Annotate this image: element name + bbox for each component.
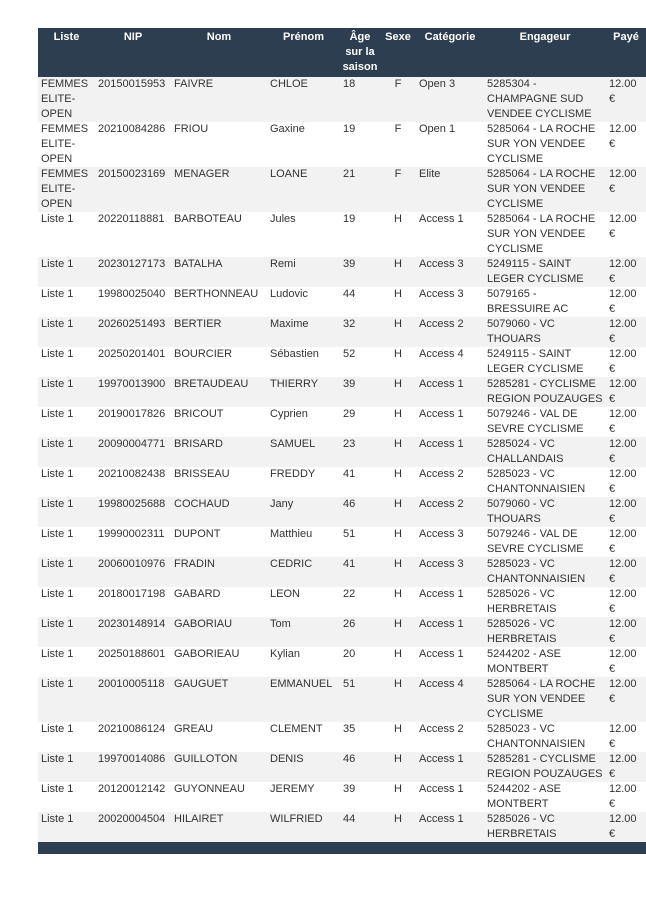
cell-nom: BRICOUT: [174, 408, 224, 420]
cell-sexe: H: [394, 528, 402, 540]
cell-liste: Liste 1: [38, 437, 95, 467]
cell-paye: 12.00 €: [609, 723, 637, 750]
cell-age: 41: [340, 557, 380, 587]
cell-liste: Liste 1: [38, 317, 95, 347]
cell-paye: 12.00 €: [606, 497, 646, 527]
cell-nip: 20190017826: [98, 408, 166, 420]
cell-age: 46: [340, 497, 380, 527]
cell-nip: 20220118881: [98, 213, 165, 225]
cell-age: 22: [343, 588, 356, 600]
cell-age: 51: [340, 677, 380, 722]
cell-prenom: LEON: [270, 588, 300, 600]
cell-nip: 19970013900: [95, 377, 171, 407]
cell-categorie: Access 1: [419, 648, 464, 660]
cell-categorie: Access 1: [416, 617, 484, 647]
cell-liste: Liste 1: [38, 257, 95, 287]
table-row: [38, 677, 646, 722]
cell-engageur: 5079246 - VAL DE SEVRE CYCLISME: [487, 408, 584, 435]
cell-engageur: 5285064 - LA ROCHE SUR YON VENDEE CYCLISME: [487, 123, 596, 165]
cell-nom: GABORIAU: [171, 617, 267, 647]
table-row: [38, 407, 646, 437]
cell-nip: 20020004504: [95, 812, 171, 842]
cell-prenom: LOANE: [267, 167, 340, 212]
cell-paye: 12.00 €: [609, 528, 637, 555]
cell-sexe: H: [380, 617, 416, 647]
cell-sexe: H: [394, 783, 402, 795]
cell-prenom: THIERRY: [267, 377, 340, 407]
cell-engageur: 5285064 - LA ROCHE SUR YON VENDEE CYCLISME: [487, 213, 596, 255]
cell-liste: Liste 1: [38, 497, 95, 527]
cell-age: 39: [343, 783, 356, 795]
table-row: [38, 617, 646, 647]
table-row: [38, 377, 646, 407]
cell-nip: 20210082438: [98, 468, 166, 480]
cell-nom: BOURCIER: [174, 348, 233, 360]
cell-liste: Liste 1: [41, 648, 74, 660]
cell-paye: 12.00 €: [606, 77, 646, 122]
column-header-categorie: Catégorie: [416, 28, 484, 77]
cell-age: 18: [340, 77, 380, 122]
table-row: [38, 647, 646, 677]
cell-age: 44: [343, 288, 356, 300]
cell-engageur: 5285281 - CYCLISME REGION POUZAUGES: [484, 377, 606, 407]
cell-sexe: H: [394, 288, 402, 300]
cell-categorie: Access 1: [416, 377, 484, 407]
cell-sexe: H: [380, 812, 416, 842]
cell-engageur: 5285023 - VC CHANTONNAISIEN: [484, 557, 606, 587]
cell-paye: 12.00 €: [609, 408, 637, 435]
cell-sexe: F: [380, 77, 416, 122]
cell-engageur: 5285024 - VC CHALLANDAIS: [484, 437, 606, 467]
cell-sexe: H: [394, 468, 402, 480]
cell-categorie: Access 4: [419, 348, 464, 360]
cell-liste: Liste 1: [41, 528, 74, 540]
cell-nom: FRIOU: [174, 123, 209, 135]
cell-liste: Liste 1: [38, 557, 95, 587]
cell-sexe: H: [394, 648, 402, 660]
cell-engageur: 5079246 - VAL DE SEVRE CYCLISME: [487, 528, 584, 555]
cell-age: 19: [343, 213, 356, 225]
cell-prenom: EMMANUEL: [267, 677, 340, 722]
cell-age: 44: [340, 812, 380, 842]
cell-engageur: 5079060 - VC THOUARS: [484, 497, 606, 527]
column-header-prenom: Prénom: [267, 28, 340, 77]
cell-prenom: Jany: [267, 497, 340, 527]
table-row: [38, 467, 646, 497]
cell-prenom: CHLOE: [267, 77, 340, 122]
table-row: [38, 527, 646, 557]
table-row: [38, 782, 646, 812]
cell-engageur: 5285281 - CYCLISME REGION POUZAUGES: [484, 752, 606, 782]
cell-prenom: DENIS: [267, 752, 340, 782]
cell-paye: 12.00 €: [606, 812, 646, 842]
table-row: [38, 347, 646, 377]
cell-categorie: Access 3: [419, 288, 464, 300]
cell-liste: Liste 1: [41, 783, 74, 795]
cell-sexe: H: [394, 408, 402, 420]
table-row: [38, 77, 646, 122]
cell-nip: 20060010976: [95, 557, 171, 587]
cell-nom: FAIVRE: [171, 77, 267, 122]
cell-liste: Liste 1: [38, 677, 95, 722]
cell-nom: BARBOTEAU: [174, 213, 242, 225]
cell-nip: 20210086124: [98, 723, 166, 735]
cell-prenom: Tom: [267, 617, 340, 647]
cell-nip: 19980025040: [98, 288, 166, 300]
cell-prenom: FREDDY: [270, 468, 316, 480]
cell-nip: 20090004771: [95, 437, 171, 467]
cell-nom: BRETAUDEAU: [171, 377, 267, 407]
cell-liste: Liste 1: [41, 588, 74, 600]
cell-prenom: Ludovic: [270, 288, 308, 300]
cell-sexe: F: [380, 167, 416, 212]
cell-prenom: CLEMENT: [270, 723, 323, 735]
column-header-engageur: Engageur: [484, 28, 606, 77]
cell-prenom: Sébastien: [270, 348, 319, 360]
cell-categorie: Open 1: [419, 123, 456, 135]
cell-sexe: H: [380, 677, 416, 722]
cell-liste: Liste 1: [38, 812, 95, 842]
cell-nip: 20120012142: [98, 783, 166, 795]
cell-prenom: Gaxine: [270, 123, 305, 135]
cell-nom: FRADIN: [171, 557, 267, 587]
cell-paye: 12.00 €: [606, 752, 646, 782]
cell-paye: 12.00 €: [606, 437, 646, 467]
cell-engageur: 5285023 - VC CHANTONNAISIEN: [487, 468, 586, 495]
table-row: [38, 497, 646, 527]
cell-categorie: Access 1: [416, 437, 484, 467]
column-header-sexe: Sexe: [380, 28, 416, 77]
cell-age: 21: [340, 167, 380, 212]
cell-paye: 12.00 €: [606, 167, 646, 212]
cell-categorie: Access 1: [419, 783, 464, 795]
cell-sexe: F: [394, 123, 402, 135]
cell-sexe: H: [380, 437, 416, 467]
cell-nom: HILAIRET: [171, 812, 267, 842]
column-header-age: Âge sur la saison: [340, 28, 380, 77]
cell-engageur: 5244202 - ASE MONTBERT: [487, 783, 562, 810]
cell-categorie: Access 2: [416, 497, 484, 527]
cell-age: 35: [343, 723, 356, 735]
cell-liste: Liste 1: [41, 408, 74, 420]
cell-paye: 12.00 €: [606, 377, 646, 407]
cell-paye: 12.00 €: [606, 617, 646, 647]
table-row: [38, 167, 646, 212]
cell-nom: BERTHONNEAU: [174, 288, 259, 300]
cell-paye: 12.00 €: [609, 648, 637, 675]
table-row: [38, 812, 646, 842]
cell-liste: Liste 1: [38, 617, 95, 647]
table-row: [38, 587, 646, 617]
cell-engageur: 5285064 - LA ROCHE SUR YON VENDEE CYCLISME: [484, 167, 606, 212]
cell-age: 26: [340, 617, 380, 647]
cell-nom: BRISSEAU: [174, 468, 230, 480]
cell-sexe: H: [380, 257, 416, 287]
table-footer-bar: [38, 842, 646, 854]
cell-nom: GABORIEAU: [174, 648, 240, 660]
table-row: [38, 257, 646, 287]
cell-engageur: 5244202 - ASE MONTBERT: [487, 648, 562, 675]
cell-sexe: H: [394, 588, 402, 600]
cell-prenom: WILFRIED: [267, 812, 340, 842]
cell-engageur: 5285023 - VC CHANTONNAISIEN: [487, 723, 586, 750]
engagements-table-wrap: [38, 28, 646, 854]
cell-paye: 12.00 €: [609, 213, 637, 240]
cell-paye: 12.00 €: [609, 783, 637, 810]
column-header-paye: Payé: [606, 28, 646, 77]
cell-categorie: Access 2: [419, 723, 464, 735]
cell-categorie: Access 1: [419, 213, 464, 225]
cell-paye: 12.00 €: [606, 557, 646, 587]
cell-prenom: CEDRIC: [267, 557, 340, 587]
cell-nom: GREAU: [174, 723, 214, 735]
cell-prenom: Matthieu: [270, 528, 313, 540]
cell-liste: Liste 1: [38, 752, 95, 782]
cell-liste: Liste 1: [41, 723, 74, 735]
cell-categorie: Access 2: [419, 468, 464, 480]
cell-categorie: Access 4: [416, 677, 484, 722]
column-header-nom: Nom: [171, 28, 267, 77]
table-row: [38, 752, 646, 782]
cell-prenom: Cyprien: [270, 408, 308, 420]
cell-paye: 12.00 €: [609, 123, 637, 150]
table-row: [38, 557, 646, 587]
table-row: [38, 122, 646, 167]
cell-nom: GABARD: [174, 588, 221, 600]
cell-liste: Liste 1: [41, 288, 74, 300]
cell-engageur: 5249115 - SAINT LEGER CYCLISME: [484, 257, 606, 287]
cell-nip: 19980025688: [95, 497, 171, 527]
cell-age: 41: [343, 468, 356, 480]
cell-paye: 12.00 €: [609, 468, 637, 495]
cell-categorie: Access 3: [419, 528, 464, 540]
engagements-table: [38, 28, 646, 854]
cell-liste: Liste 1: [41, 348, 74, 360]
cell-sexe: H: [394, 213, 402, 225]
cell-age: 39: [340, 257, 380, 287]
cell-sexe: H: [394, 348, 402, 360]
cell-categorie: Access 1: [416, 752, 484, 782]
cell-nom: COCHAUD: [171, 497, 267, 527]
cell-nip: 20180017198: [98, 588, 166, 600]
cell-engageur: 5285304 - CHAMPAGNE SUD VENDEE CYCLISME: [484, 77, 606, 122]
cell-liste: FEMMES ELITE-OPEN: [38, 167, 95, 212]
cell-engageur: 5079060 - VC THOUARS: [484, 317, 606, 347]
cell-nom: GAUGUET: [171, 677, 267, 722]
table-row: [38, 287, 646, 317]
cell-age: 39: [340, 377, 380, 407]
cell-sexe: H: [380, 557, 416, 587]
cell-liste: Liste 1: [38, 377, 95, 407]
cell-age: 29: [343, 408, 356, 420]
cell-categorie: Access 3: [416, 257, 484, 287]
cell-engageur: 5285064 - LA ROCHE SUR YON VENDEE CYCLISME: [484, 677, 606, 722]
cell-nip: 20150015953: [95, 77, 171, 122]
cell-liste: Liste 1: [41, 213, 74, 225]
table-row: [38, 212, 646, 257]
cell-sexe: H: [380, 752, 416, 782]
cell-paye: 12.00 €: [606, 317, 646, 347]
cell-engageur: 5249115 - SAINT LEGER CYCLISME: [487, 348, 584, 375]
table-header-row: [38, 28, 646, 77]
cell-age: 51: [343, 528, 356, 540]
cell-nip: 20230127173: [95, 257, 171, 287]
cell-liste: FEMMES ELITE-OPEN: [38, 77, 95, 122]
cell-nip: 19990002311: [98, 528, 165, 540]
cell-paye: 12.00 €: [609, 588, 637, 615]
cell-categorie: Access 2: [416, 317, 484, 347]
table-row: [38, 317, 646, 347]
cell-prenom: SAMUEL: [267, 437, 340, 467]
cell-nip: 20230148914: [95, 617, 171, 647]
cell-paye: 12.00 €: [606, 257, 646, 287]
cell-nom: BERTIER: [171, 317, 267, 347]
cell-engageur: 5285026 - VC HERBRETAIS: [487, 588, 557, 615]
cell-nip: 20150023169: [95, 167, 171, 212]
cell-nip: 20010005118: [95, 677, 171, 722]
cell-nom: MENAGER: [171, 167, 267, 212]
cell-categorie: Access 3: [416, 557, 484, 587]
cell-age: 19: [343, 123, 356, 135]
cell-categorie: Access 1: [419, 408, 464, 420]
cell-age: 20: [343, 648, 356, 660]
cell-engageur: 5285026 - VC HERBRETAIS: [484, 617, 606, 647]
column-header-liste: Liste: [38, 28, 95, 77]
cell-sexe: H: [380, 377, 416, 407]
cell-categorie: Open 3: [416, 77, 484, 122]
table-header: [38, 28, 646, 77]
cell-prenom: JEREMY: [270, 783, 315, 795]
cell-nip: 20250201401: [98, 348, 166, 360]
cell-age: 52: [343, 348, 356, 360]
table-row: [38, 437, 646, 467]
cell-categorie: Elite: [416, 167, 484, 212]
cell-paye: 12.00 €: [606, 677, 646, 722]
cell-categorie: Access 1: [416, 812, 484, 842]
cell-age: 46: [340, 752, 380, 782]
cell-nip: 20210084286: [98, 123, 166, 135]
cell-nom: BATALHA: [171, 257, 267, 287]
cell-nom: GUYONNEAU: [174, 783, 245, 795]
cell-engageur: 5285026 - VC HERBRETAIS: [484, 812, 606, 842]
cell-paye: 12.00 €: [609, 348, 637, 375]
cell-nip: 20250188601: [98, 648, 166, 660]
cell-liste: Liste 1: [41, 468, 74, 480]
table-footer-row: [38, 842, 646, 854]
cell-nip: 20260251493: [95, 317, 171, 347]
table-row: [38, 722, 646, 752]
cell-sexe: H: [380, 497, 416, 527]
cell-nom: GUILLOTON: [171, 752, 267, 782]
cell-nom: DUPONT: [174, 528, 221, 540]
cell-prenom: Maxime: [267, 317, 340, 347]
cell-prenom: Remi: [267, 257, 340, 287]
cell-categorie: Access 1: [419, 588, 464, 600]
cell-age: 23: [340, 437, 380, 467]
cell-engageur: 5079165 - BRESSUIRE AC: [487, 288, 569, 315]
cell-nip: 19970014086: [95, 752, 171, 782]
cell-sexe: H: [380, 317, 416, 347]
cell-prenom: Jules: [270, 213, 296, 225]
cell-liste: FEMMES ELITE-OPEN: [41, 123, 89, 165]
cell-prenom: Kylian: [270, 648, 300, 660]
cell-nom: BRISARD: [171, 437, 267, 467]
cell-sexe: H: [394, 723, 402, 735]
cell-paye: 12.00 €: [609, 288, 637, 315]
cell-age: 32: [340, 317, 380, 347]
column-header-nip: NIP: [95, 28, 171, 77]
